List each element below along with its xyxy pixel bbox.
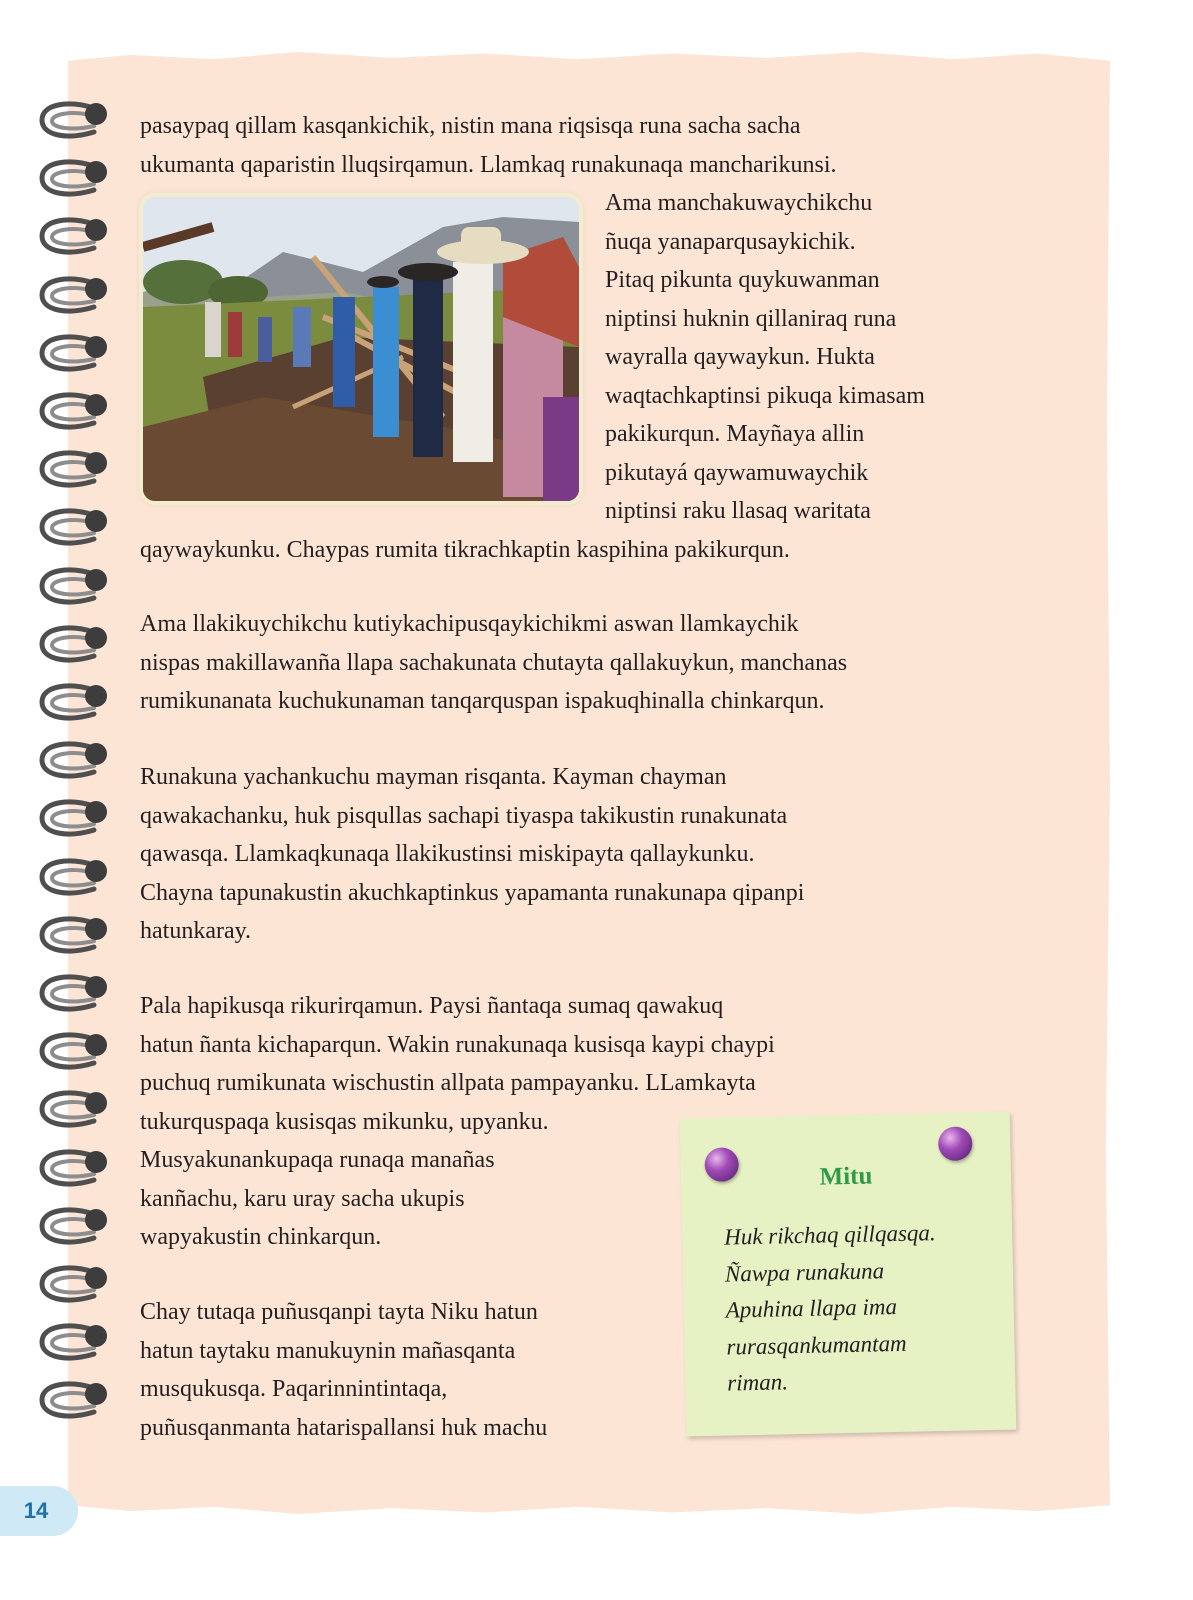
- spiral-ring-icon: [38, 447, 118, 493]
- note-line: riman.: [726, 1369, 789, 1396]
- paragraph-3-line-3: qawasqa. Llamkaqkunaqa llakikustinsi miskipayta qallaykunku.: [140, 841, 755, 867]
- paragraph-2-line-3: rumikunanata kuchukunaman tanqarquspan ispakuqhinalla chinkarqun.: [140, 688, 825, 714]
- spiral-ring-icon: [38, 1262, 118, 1308]
- note-line: rurasqankumantam: [726, 1330, 907, 1360]
- paragraph-2-line-2: nispas makillawanña llapa sachakunata chutayta qallakuykun, manchanas: [140, 649, 848, 676]
- paragraph-1-line-12: qaywaykunku. Chaypas rumita tikrachkaptin kaspihina pakikurqun.: [140, 536, 790, 563]
- spiral-ring-icon: [38, 1146, 118, 1192]
- paragraph-3-line-5: hatunkaray.: [140, 918, 252, 944]
- paragraph-1-line-8: waqtachkaptinsi pikuqa kimasam: [605, 382, 925, 409]
- spiral-ring-icon: [38, 156, 118, 202]
- spiral-ring-icon: [38, 1320, 118, 1366]
- spiral-ring-icon: [38, 214, 118, 260]
- spiral-ring-icon: [38, 389, 118, 435]
- paragraph-4-line-7: wapyakustin chinkarqun.: [140, 1224, 382, 1250]
- spiral-ring-icon: [38, 1029, 118, 1075]
- paragraph-1-line-7: wayralla qaywaykun. Hukta: [605, 344, 875, 370]
- paragraph-1-line-11: niptinsi raku llasaq waritata: [605, 498, 871, 524]
- spiral-ring-icon: [38, 1378, 118, 1424]
- pushpin-icon: [938, 1126, 973, 1161]
- paragraph-1-line-6: niptinsi huknin qillaniraq runa: [605, 305, 897, 332]
- paragraph-4-line-2: hatun ñanta kichaparqun. Wakin runakunaqa kusisqa kaypi chaypi: [140, 1031, 775, 1058]
- paragraph-1-line-10: pikutayá qaywamuwaychik: [605, 459, 869, 486]
- spiral-ring-icon: [38, 796, 118, 842]
- spiral-ring-icon: [38, 273, 118, 319]
- spiral-ring-icon: [38, 505, 118, 551]
- paragraph-1-line-5: Pitaq pikunta quykuwanman: [605, 267, 880, 293]
- paragraph-1-line-9: pakikurqun. Mayñaya allin: [605, 421, 865, 447]
- farmers-with-pickaxes-photo: [143, 197, 579, 501]
- paragraph-3-line-1: Runakuna yachankuchu mayman risqanta. Kayman chayman: [140, 764, 727, 790]
- paragraph-4-line-6: kanñachu, karu uray sacha ukupis: [140, 1185, 465, 1212]
- paragraph-1-line-3: Ama manchakuwaychikchu: [605, 190, 873, 216]
- spiral-ring-icon: [38, 1087, 118, 1133]
- spiral-ring-icon: [38, 564, 118, 610]
- paragraph-1-line-2: ukumanta qaparistin lluqsirqamun. Llamkaq runakunaqa mancharikunsi.: [140, 151, 837, 178]
- sticky-note: [680, 1112, 1017, 1437]
- paragraph-4-line-1: Pala hapikusqa rikurirqamun. Paysi ñantaqa sumaq qawakuq: [140, 993, 724, 1019]
- spiral-ring-icon: [38, 680, 118, 726]
- paragraph-2-line-1: Ama llakikuychikchu kutiykachipusqaykichikmi aswan llamkaychik: [140, 611, 799, 637]
- note-body: [724, 1215, 939, 1402]
- spiral-binding: [38, 98, 118, 1478]
- spiral-ring-icon: [38, 913, 118, 959]
- paragraph-5-line-1: Chay tutaqa puñusqanpi tayta Niku hatun: [140, 1299, 538, 1325]
- paragraph-4-line-3: puchuq rumikunata wischustin allpata pampayanku. LLamkayta: [140, 1070, 756, 1096]
- paragraph-4-line-5: Musyakunankupaqa runaqa manañas: [140, 1147, 495, 1173]
- spiral-ring-icon: [38, 1204, 118, 1250]
- paragraph-3-line-2: qawakachanku, huk pisqullas sachapi tiyaspa takikustin runakunata: [140, 802, 788, 829]
- spiral-ring-icon: [38, 738, 118, 784]
- paragraph-4-line-4: tukurquspaqa kusisqas mikunku, upyanku.: [140, 1108, 549, 1135]
- paragraph-5-line-4: puñusqanmanta hatarispallansi huk machu: [140, 1414, 548, 1441]
- note-title: Mitu: [819, 1162, 873, 1191]
- note-line: Ñawpa runakuna: [724, 1257, 885, 1287]
- spiral-ring-icon: [38, 98, 118, 144]
- spiral-ring-icon: [38, 971, 118, 1017]
- note-line: Huk rikchaq qillqasqa.: [723, 1220, 936, 1250]
- page-number: 14: [0, 1486, 78, 1536]
- paragraph-5-line-2: hatun taytaku manukuynin mañasqanta: [140, 1337, 516, 1364]
- spiral-ring-icon: [38, 331, 118, 377]
- paragraph-1-line-4: ñuqa yanaparqusaykichik.: [605, 228, 856, 255]
- paragraph-5-line-3: musqukusqa. Paqarinnintintaqa,: [140, 1376, 448, 1402]
- note-line: Apuhina llapa ima: [725, 1293, 898, 1323]
- paragraph-3-line-4: Chayna tapunakustin akuchkaptinkus yapamanta runakunapa qipanpi: [140, 879, 805, 906]
- spiral-ring-icon: [38, 622, 118, 668]
- spiral-ring-icon: [38, 855, 118, 901]
- paragraph-1-line-1: pasaypaq qillam kasqankichik, nistin mana riqsisqa runa sacha sacha: [140, 113, 801, 139]
